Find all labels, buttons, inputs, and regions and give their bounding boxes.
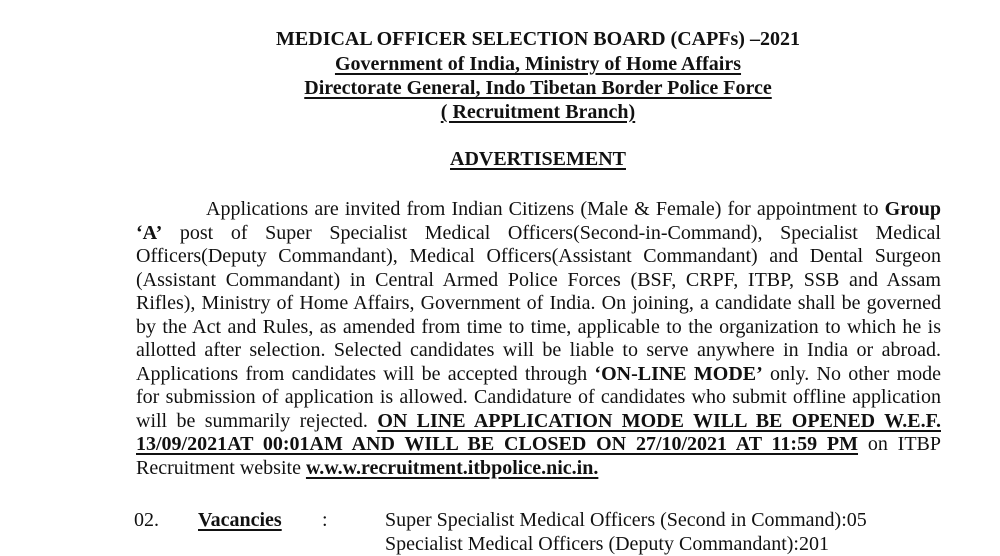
recruitment-website-link[interactable]: w.w.w.recruitment.itbpolice.nic.in. — [305, 456, 599, 479]
branch-heading — [0, 100, 1000, 124]
board-title: MEDICAL OFFICER SELECTION BOARD (CAPFs) –2021 — [276, 28, 800, 50]
group-a-label: Group ‘A’ — [136, 198, 941, 244]
paragraph-text-2: post of Super Specialist Medical Officers(Second-in-Command), Specialist Medical Officers(Deputy Commandant), Medical Officers(Assistant Commandant) and Dental Surgeon (Assistant Commandant) in Central Armed Police Forces (BSF, CRPF, ITBP, SSB and Assam Rifles), Ministry of Home Affairs, Government of India. On joining, a candidate shall be governed by the Act and Rules, as amended from time to time, applicable to the organization to which he is allotted after selection. Selected candidates will be liable to serve anywhere in India or abroad. Applications from candidates will be accepted through — [136, 221, 941, 385]
ministry-heading — [0, 52, 1000, 76]
vacancy-item: Specialist Medical Officers (Deputy Commandant):201 — [385, 533, 829, 555]
directorate-heading — [0, 76, 1000, 100]
paragraph-text-3: only. No other mode for submission of application is allowed. Candidature of candidates who submit offline application will be summarily rejected. — [136, 362, 941, 432]
branch-heading-text: ( Recruitment Branch) — [440, 101, 636, 123]
vacancies-label: Vacancies — [198, 509, 282, 531]
section-number: 02. — [134, 509, 159, 531]
vacancies-colon: : — [322, 509, 328, 531]
paragraph-text-4: on ITBP Recruitment website — [136, 433, 942, 479]
advertisement-heading-text: ADVERTISEMENT — [450, 148, 626, 170]
ministry-heading-text: Government of India, Ministry of Home Affairs — [334, 53, 742, 75]
online-mode-label: ‘ON-LINE MODE’ — [594, 362, 763, 385]
paragraph-text-1: Applications are invited from Indian Citizens (Male & Female) for appointment to — [206, 198, 885, 220]
advertisement-paragraph — [136, 198, 941, 480]
application-dates-notice: ON LINE APPLICATION MODE WILL BE OPENED W.E.F. 13/09/2021AT 00:01AM AND WILL BE CLOSED ON 27/10/2021 AT 11:59 PM — [136, 409, 941, 455]
advertisement-heading — [0, 147, 1000, 171]
directorate-heading-text: Directorate General, Indo Tibetan Border Police Force — [304, 77, 772, 99]
vacancy-item: Super Specialist Medical Officers (Second in Command):05 — [385, 509, 867, 531]
